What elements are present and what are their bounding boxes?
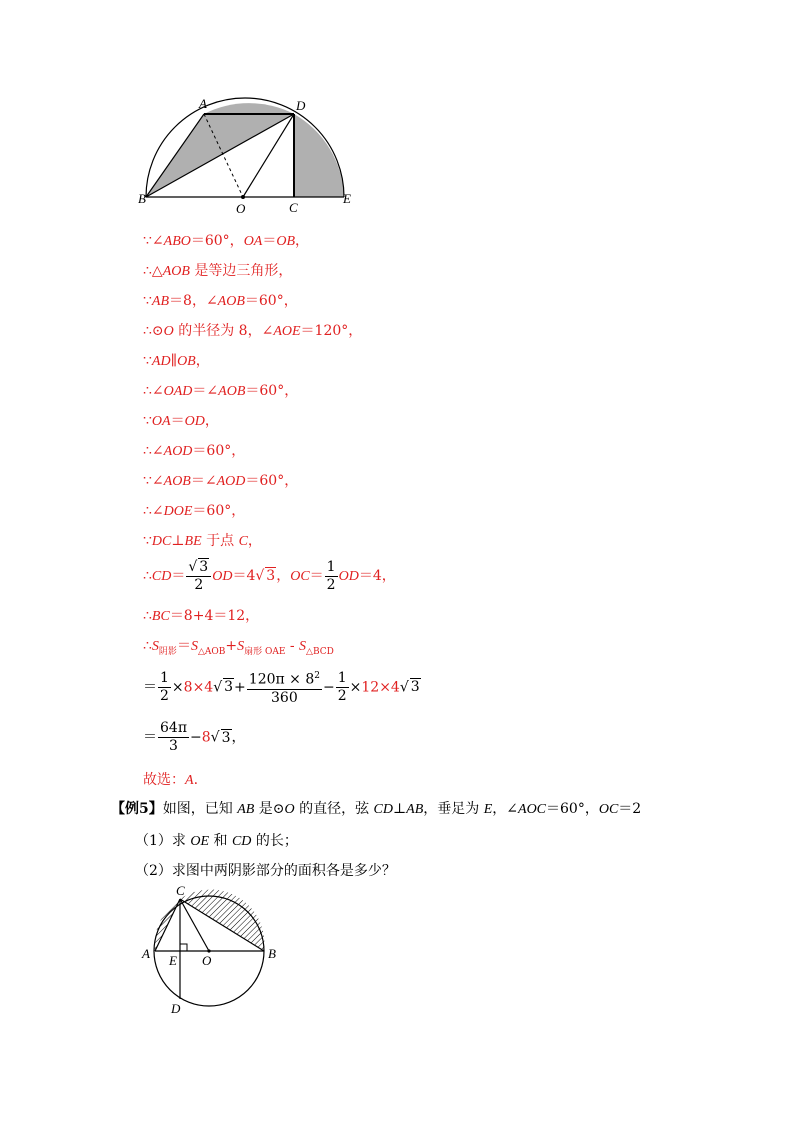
solution-line-11: ∵DC⊥BE 于点 C， [143, 533, 262, 549]
fraction-64pi-over-3: $\frac{64\pi}{3}$ [160, 720, 188, 754]
figure-1-semicircle [135, 92, 365, 217]
label-c: C [289, 200, 298, 215]
label-o2: O [202, 953, 212, 968]
label-d: D [296, 98, 306, 113]
solution-line-9: ∵∠AOB＝∠AOD＝60°， [143, 473, 299, 489]
solution-line-15: ＝ $\frac{1}{2}$ ×8×4√ 3+ $\frac{120\pi \times 8^2}{360}$ − $\frac{1}{2}$ ×12×4√ 3 [143, 669, 420, 706]
label-o: O [236, 201, 246, 216]
solution-line-16: ＝ $\frac{64\pi}{3}$ −8√ 3， [143, 720, 246, 754]
solution-answer: 故选：A. [143, 772, 199, 788]
solution-line-10: ∴∠DOE＝60°， [143, 503, 246, 519]
label-a: A [199, 96, 207, 111]
solution-line-14: $\therefore S_{阴影}=S_{\triangle AOB}+S_{扇形 OAE} - S_{\triangle BCD}$ [143, 638, 334, 657]
example5-statement: 【例5】如图，已知 AB 是⊙O 的直径，弦 CD⊥AB，垂足为 E，∠AOC＝60°，OC＝2 [111, 801, 642, 817]
solution-line-3: ∵AB＝8，∠AOB＝60°， [143, 293, 298, 309]
fraction-sector: $\frac{120\pi \times 8^2}{360}$ [247, 668, 322, 707]
fraction-1-over-2: $\frac{1}{2}$ [326, 558, 336, 593]
label-a2: A [142, 946, 150, 961]
solution-line-6: ∴∠OAD＝∠AOB＝60°， [143, 383, 299, 399]
example5-question-2: （2）求图中两阴影部分的面积各是多少？ [135, 863, 396, 879]
fraction-1-over-2-b: $\frac{1}{2}$ [337, 669, 347, 704]
solution-line-12: ∴CD＝ $\frac{√ 3}{2}$ OD＝4√ 3，OC＝ $\frac{1}{2}$ OD＝4， [143, 558, 396, 593]
solution-line-4: ∴⊙O 的半径为 8，∠AOE＝120°， [143, 323, 363, 339]
solution-line-1: ∵∠ABO＝60°，OA＝OB， [143, 233, 310, 249]
solution-line-8: ∴∠AOD＝60°， [143, 443, 246, 459]
figure-2-circle [135, 882, 285, 1017]
solution-line-5: ∵AD∥OB， [143, 353, 210, 369]
solution-line-13: ∴BC＝8+4＝12， [143, 608, 260, 624]
shaded-region-dce [294, 114, 344, 197]
label-b2: B [268, 946, 276, 961]
label-e2: E [169, 953, 177, 968]
label-c2: C [176, 883, 185, 898]
label-e: E [343, 191, 351, 206]
solution-line-2: ∴△AOB 是等边三角形， [143, 263, 293, 279]
label-d2: D [171, 1001, 181, 1016]
solution-line-7: ∵OA＝OD， [143, 413, 219, 429]
label-b: B [138, 191, 146, 206]
fraction-1-over-2-a: $\frac{1}{2}$ [160, 669, 169, 704]
example5-question-1: （1）求 OE 和 CD 的长； [135, 833, 298, 849]
fraction-sqrt3-over-2: $\frac{√ 3}{2}$ [186, 558, 211, 594]
